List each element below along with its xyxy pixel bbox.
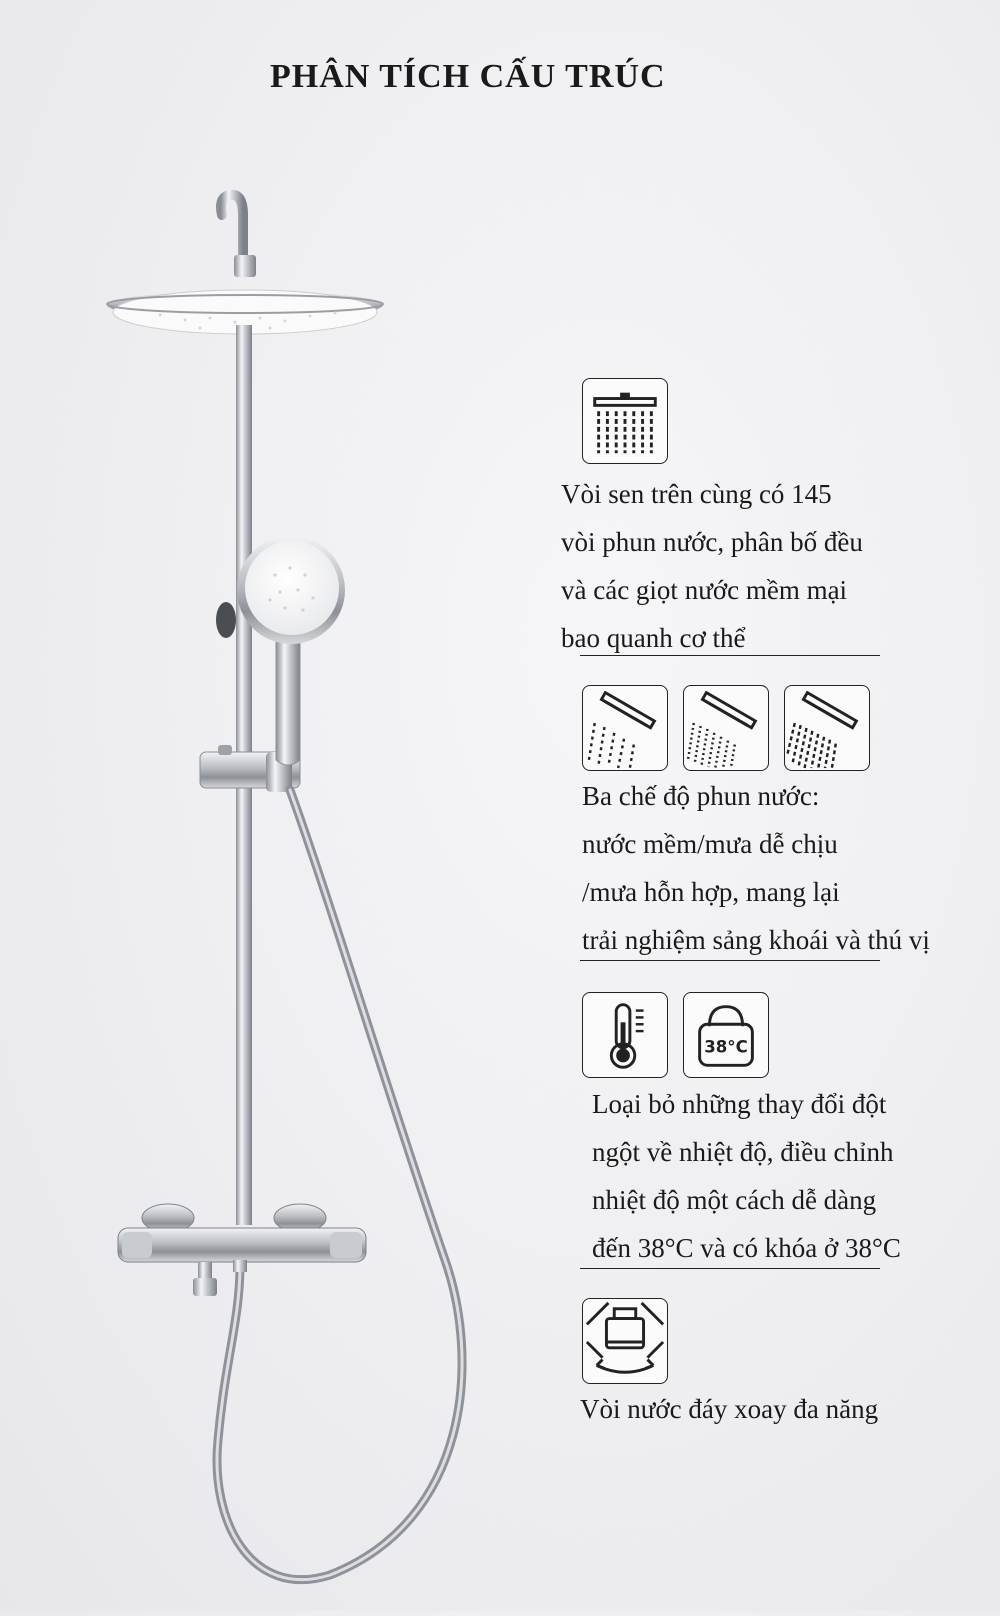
- divider: [580, 1268, 880, 1269]
- lock-temperature-label: 38°C: [704, 1037, 748, 1057]
- divider: [580, 960, 880, 961]
- temperature-lock-icon: [683, 992, 769, 1078]
- feature-spray-modes-text: Ba chế độ phun nước: nước mềm/mưa dễ chịu /mưa hỗn hợp, mang lại trải nghiệm sảng khoái và thú vị: [582, 781, 930, 955]
- thermometer-icon: [582, 992, 668, 1078]
- spray-mode-3-icon: [784, 685, 870, 771]
- spray-mode-1-icon: [582, 685, 668, 771]
- feature-thermostat-text: Loại bỏ những thay đổi đột ngột về nhiệt độ, điều chỉnh nhiệt độ một cách dễ dàng đến 38°C và có khóa ở 38°C: [592, 1089, 901, 1263]
- feature-rain-shower-text: Vòi sen trên cùng có 145 vòi phun nước, phân bố đều và các giọt nước mềm mại bao quanh cơ thể: [561, 479, 863, 653]
- rain-shower-icon: [582, 378, 668, 464]
- page-title: PHÂN TÍCH CẤU TRÚC: [270, 58, 666, 95]
- feature-swivel-spout-text: Vòi nước đáy xoay đa năng: [580, 1394, 879, 1424]
- spray-mode-2-icon: [683, 685, 769, 771]
- swivel-spout-icon: [582, 1298, 668, 1384]
- divider: [580, 655, 880, 656]
